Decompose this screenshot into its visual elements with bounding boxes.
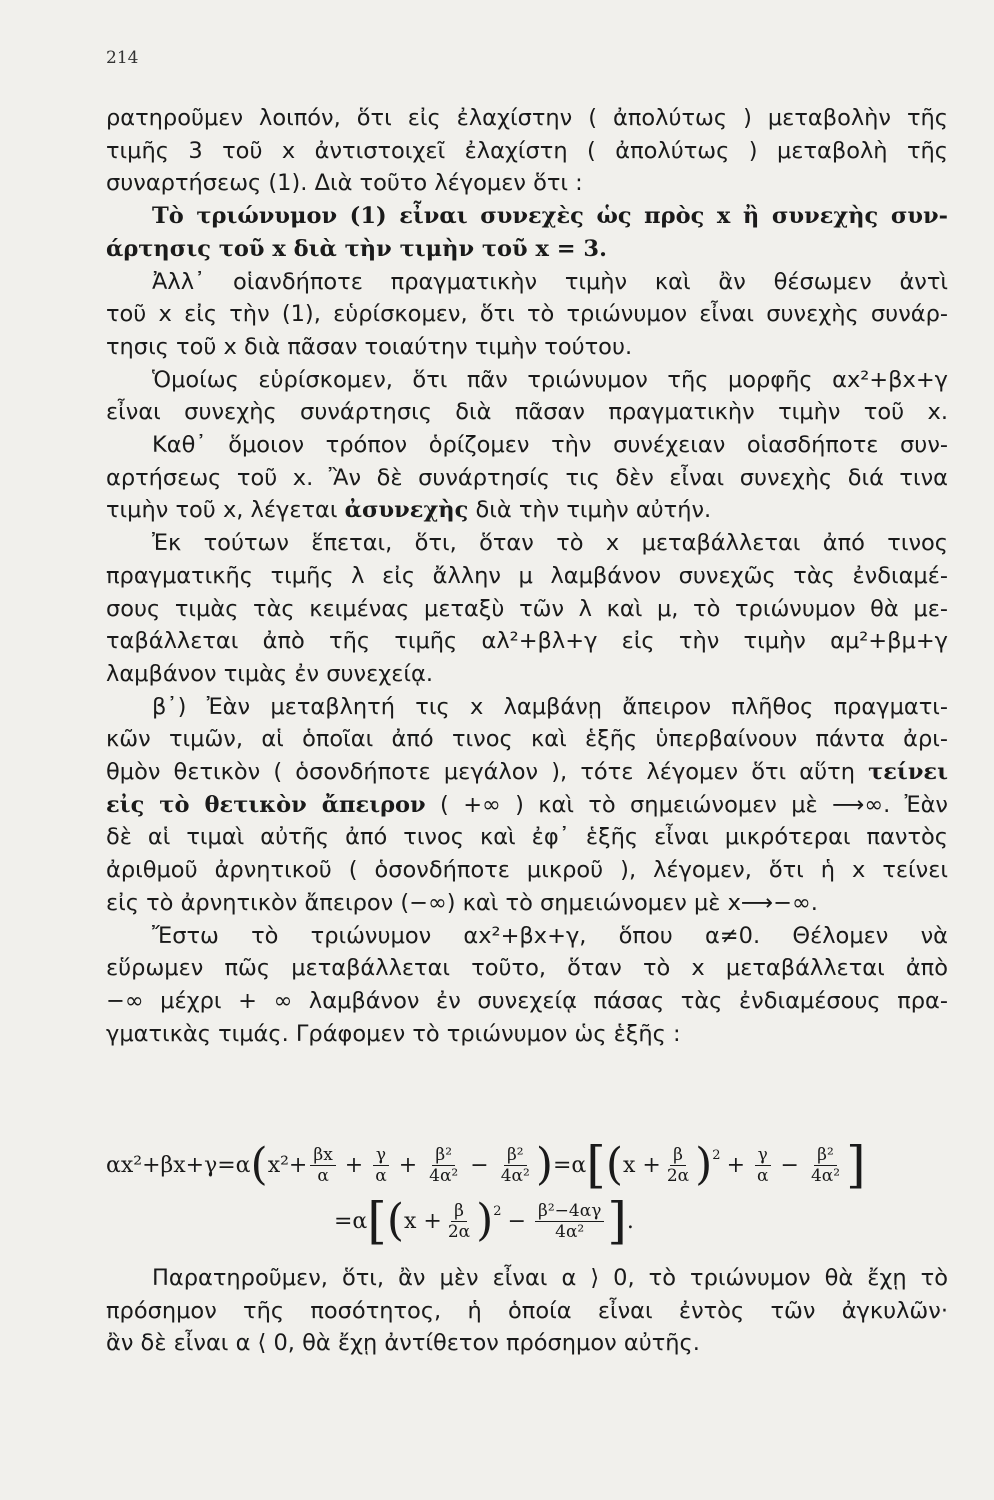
formula-term: x + (622, 1152, 661, 1178)
fraction (808, 1145, 843, 1186)
numerator: β (451, 1201, 467, 1222)
formula-line-2 (106, 1192, 948, 1250)
text-line: ἂν δὲ εἶναι α ⟨ 0, θὰ ἔχῃ ἀντίθετον πρόσημον αὐτῆς. (106, 1330, 700, 1357)
text-segment: ( +∞ ) καὶ τὸ σημειώνομεν μὲ ⟶∞. Ἐὰν (425, 791, 948, 818)
denominator: 4α² (555, 1221, 585, 1242)
term-tends: τείνει (868, 759, 948, 786)
fraction (445, 1201, 473, 1242)
bracket-close: ] (607, 1192, 627, 1250)
paren-close: ) (535, 1139, 553, 1190)
definition-line: Τὸ τριώνυμον (1) εἶναι συνεχὲς ὡς πρὸς x ἢ συνεχὴς συν- (152, 203, 948, 230)
formula-eq: =α (553, 1152, 587, 1178)
denominator: 2α (666, 1165, 690, 1186)
text-line: β᾽) Ἐὰν μεταβλητή τις x λαμβάνῃ ἄπειρον πλῆθος πραγματι- (152, 693, 948, 720)
definition-line: άρτησις τοῦ x διὰ τὴν τιμὴν τοῦ x = 3. (106, 235, 607, 262)
fraction (498, 1145, 533, 1186)
numerator: γ (373, 1145, 389, 1166)
denominator: 4α² (500, 1165, 530, 1186)
bracket-open: [ (586, 1136, 606, 1194)
formula-eq: =α (334, 1208, 368, 1234)
numerator: β² (814, 1145, 837, 1166)
paren-open: ( (386, 1195, 404, 1246)
numerator: β² (432, 1145, 455, 1166)
text-line: λαμβάνον τιμὰς ἐν συνεχείᾳ. (106, 660, 434, 687)
minus-sign: − (507, 1208, 527, 1234)
text-line (106, 494, 948, 527)
text-line: −∞ μέχρι + ∞ λαμβάνον ἐν συνεχείᾳ πάσας τὰς ἐνδιαμέσους πρα- (106, 987, 948, 1014)
formula-term: x + (403, 1208, 442, 1234)
text-segment: διὰ τὴν τιμὴν αὐτήν. (468, 497, 712, 524)
fraction (372, 1145, 389, 1186)
text-line: δὲ αἱ τιμαὶ αὐτῆς ἀπό τινος καὶ ἐφ᾽ ἑξῆς εἶναι μικρότεραι παντὸς (106, 824, 948, 851)
text-line: σους τιμὰς τὰς κειμένας μεταξὺ τῶν λ καὶ μ, τὸ τριώνυμον θὰ με- (106, 595, 948, 622)
text-line: εἰς τὸ ἀρνητικὸν ἄπειρον (−∞) καὶ τὸ σημειώνομεν μὲ x⟶−∞. (106, 889, 818, 916)
numerator: βx (310, 1145, 335, 1166)
plus-sign: + (344, 1152, 364, 1178)
text-line: πραγματικῆς τιμῆς λ εἰς ἄλλην μ λαμβάνον συνεχῶς τὰς ἐνδιαμέ- (106, 562, 948, 589)
term-positive-infinity: εἰς τὸ θετικὸν ἄπειρον (106, 791, 426, 818)
denominator: α (317, 1165, 329, 1186)
denominator: 4α² (810, 1165, 841, 1186)
text-line: Ὁμοίως εὑρίσκομεν, ὅτι πᾶν τριώνυμον τῆς μορφῆς αx²+βx+γ (152, 366, 948, 393)
numerator: β (670, 1145, 686, 1166)
formula-term: x²+ (267, 1152, 308, 1178)
numerator: γ (755, 1145, 771, 1166)
fraction (426, 1145, 461, 1186)
body-text (106, 102, 948, 1050)
paren-open: ( (250, 1139, 268, 1190)
text-line: τησις τοῦ x διὰ πᾶσαν τοιαύτην τιμὴν τούτου. (106, 333, 633, 360)
text-line: Ἐκ τούτων ἕπεται, ὅτι, ὅταν τὸ x μεταβάλλεται ἀπό τινος (152, 530, 948, 557)
text-line: συναρτήσεως (1). Διὰ τοῦτο λέγομεν ὅτι : (106, 170, 583, 197)
text-segment: θμὸν θετικὸν ( ὁσονδήποτε μεγάλον ), τότε λέγομεν ὅτι αὕτη (106, 759, 869, 786)
text-line: Παρατηροῦμεν, ὅτι, ἂν μὲν εἶναι α ⟩ 0, τὸ τριώνυμον θὰ ἔχῃ τὸ (152, 1265, 948, 1291)
text-line: γματικὰς τιμάς. Γράφομεν τὸ τριώνυμον ὡς ἑξῆς : (106, 1020, 681, 1047)
fraction (310, 1145, 335, 1186)
text-line: κῶν τιμῶν, αἱ ὁποῖαι ἀπό τινος καὶ ἑξῆς ὑπερβαίνουν πάντα ἀρι- (106, 726, 948, 753)
plus-sign: + (398, 1152, 418, 1178)
text-line: πρόσημον τῆς ποσότητος, ἡ ὁποία εἶναι ἐντὸς τῶν ἀγκυλῶν· (106, 1297, 948, 1324)
numerator: β²−4αγ (535, 1201, 604, 1222)
paren-open: ( (605, 1139, 623, 1190)
text-line: ρατηροῦμεν λοιπόν, ὅτι εἰς ἐλαχίστην ( ἀπολύτως ) μεταβολὴν τῆς (106, 105, 948, 131)
minus-sign: − (470, 1152, 489, 1178)
formula-lhs: αx²+βx+γ=α (106, 1152, 251, 1178)
text-line: Ἔστω τὸ τριώνυμον αx²+βx+γ, ὅπου α≠0. Θέλομεν νὰ (152, 922, 948, 949)
denominator: α (375, 1165, 387, 1186)
minus-sign: − (780, 1152, 799, 1178)
exponent: 2 (712, 1148, 721, 1163)
formula-line-1 (106, 1136, 948, 1194)
text-line: εἶναι συνεχὴς συνάρτησις διὰ πᾶσαν πραγματικὴν τιμὴν τοῦ x. (106, 399, 948, 426)
text-line: ἀριθμοῦ ἀρνητικοῦ ( ὁσονδήποτε μικροῦ ), λέγομεν, ὅτι ἡ x τείνει (106, 857, 948, 884)
denominator: α (757, 1165, 769, 1186)
text-segment: τιμὴν τοῦ x, λέγεται (106, 497, 345, 524)
denominator: 4α² (429, 1165, 459, 1186)
paren-close: ) (695, 1139, 713, 1190)
term-discontinuous: ἀσυνεχὴς (344, 497, 469, 524)
exponent: 2 (493, 1204, 502, 1219)
bottom-paragraph (106, 1262, 948, 1360)
bracket-open: [ (367, 1192, 387, 1250)
text-line (106, 756, 948, 789)
denominator: 2α (447, 1221, 471, 1242)
text-line: Ἀλλ᾽ οἱανδήποτε πραγματικὴν τιμὴν καὶ ἂν θέσωμεν ἀντὶ (152, 268, 948, 295)
plus-sign: + (726, 1152, 746, 1178)
fraction (535, 1201, 604, 1242)
numerator: β² (504, 1145, 527, 1166)
fraction (664, 1145, 692, 1186)
text-line (106, 789, 948, 822)
text-line: εὕρωμεν πῶς μεταβάλλεται τοῦτο, ὅταν τὸ x μεταβάλλεται ἀπὸ (106, 955, 948, 982)
text-line: Καθ᾽ ὅμοιον τρόπον ὁρίζομεν τὴν συνέχειαν οἱασδήποτε συν- (152, 432, 948, 459)
page-number: 214 (106, 48, 139, 68)
text-line: τοῦ x εἰς τὴν (1), εὑρίσκομεν, ὅτι τὸ τριώνυμον εἶναι συνεχὴς συνάρ- (106, 301, 948, 328)
paren-close: ) (476, 1195, 494, 1246)
fraction (754, 1145, 771, 1186)
text-line: τιμῆς 3 τοῦ x ἀντιστοιχεῖ ἐλαχίστη ( ἀπολύτως ) μεταβολὴ τῆς (106, 137, 948, 164)
formula-dot: . (626, 1208, 634, 1234)
bracket-close: ] (846, 1136, 866, 1194)
text-line: ταβάλλεται ἀπὸ τῆς τιμῆς αλ²+βλ+γ εἰς τὴν τιμὴν αμ²+βμ+γ (106, 628, 948, 655)
text-line: αρτήσεως τοῦ x. Ἂν δὲ συνάρτησίς τις δὲν εἶναι συνεχὴς διά τινα (106, 464, 948, 491)
